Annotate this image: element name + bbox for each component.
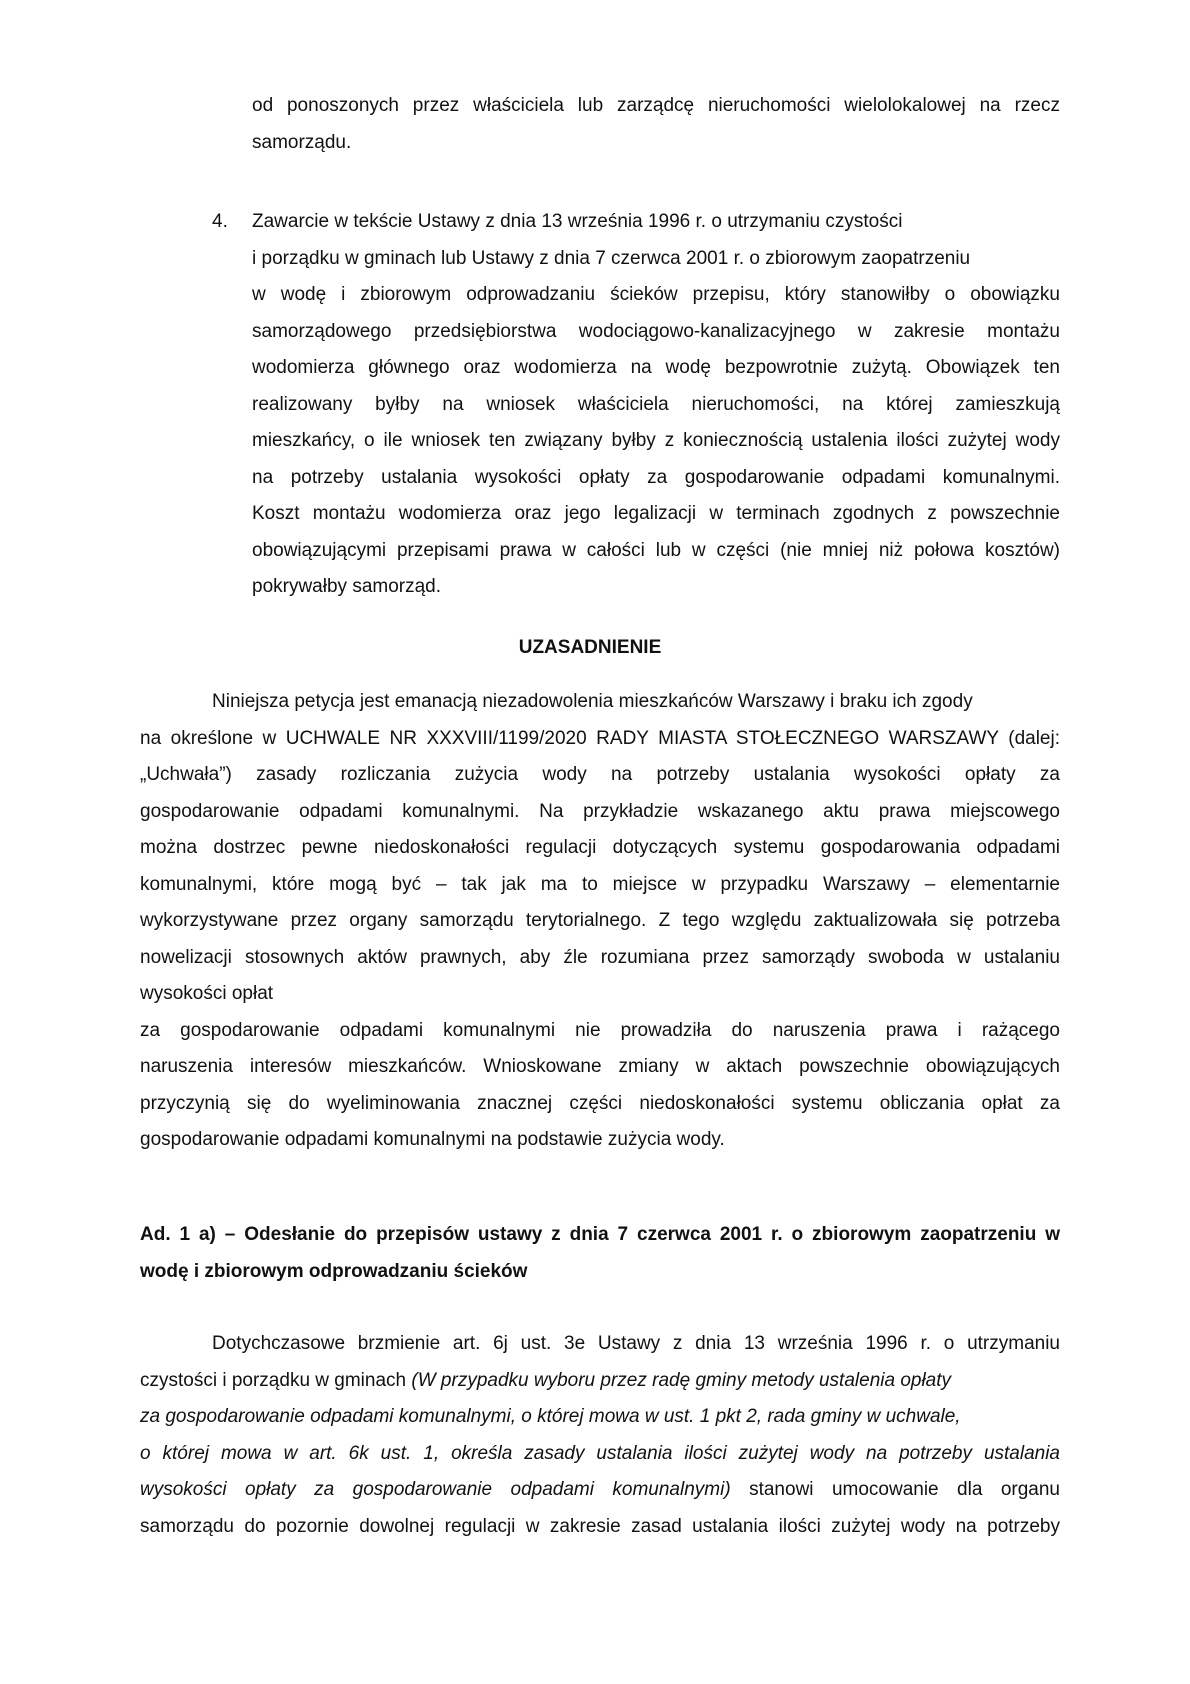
text-line: samorządu do pozornie dowolnej regulacji w zakresie zasad ustalania ilości zużytej wody na potrzeby: [140, 1515, 1060, 1537]
text-line: na określone w UCHWALE NR XXXVIII/1199/2020 RADY MIASTA STOŁECZNEGO WARSZAWY (dalej:: [140, 727, 1060, 749]
list-number: 4.: [212, 211, 228, 232]
ad-1a-paragraph: [140, 1326, 1060, 1545]
text-line: realizowany byłby na wniosek właściciela nieruchomości, na której zamieszkują: [252, 393, 1060, 415]
text-line: samorządowego przedsiębiorstwa wodociągowo-kanalizacyjnego w zakresie montażu: [252, 320, 1060, 342]
text-line: przyczynią się do wyeliminowania znacznej części niedoskonałości systemu obliczania opłat za: [140, 1092, 1060, 1114]
justification-paragraph: [140, 684, 1060, 1159]
text-line: i porządku w gminach lub Ustawy z dnia 7 czerwca 2001 r. o zbiorowym zaopatrzeniu: [252, 247, 971, 269]
quoted-text-segment: wysokości opłaty za gospodarowanie odpadami komunalnymi): [140, 1479, 731, 1500]
text-line: „Uchwała”) zasady rozliczania zużycia wody na potrzeby ustalania wysokości opłaty za: [140, 764, 1060, 785]
text-line: mieszkańcy, o ile wniosek ten związany byłby z koniecznością ustalenia ilości zużytej wody: [252, 430, 1060, 451]
text-line: można dostrzec pewne niedoskonałości regulacji dotyczących systemu gospodarowania odpadami: [140, 837, 1060, 858]
text-line: gospodarowanie odpadami komunalnymi. Na przykładzie wskazanego aktu prawa miejscowego: [140, 800, 1060, 822]
continued-paragraph: [252, 88, 1060, 161]
text-line: Zawarcie w tekście Ustawy z dnia 13 września 1996 r. o utrzymaniu czystości: [252, 211, 903, 232]
text-line: od ponoszonych przez właściciela lub zarządcę nieruchomości wielolokalowej na rzecz: [252, 95, 1060, 116]
text-line: [140, 1472, 1060, 1509]
heading-line: wodę i zbiorowym odprowadzaniu ścieków: [140, 1260, 528, 1282]
text-line: za gospodarowanie odpadami komunalnymi nie prowadziła do naruszenia prawa i rażącego: [140, 1019, 1060, 1041]
text-line: wodomierza głównego oraz wodomierza na wodę bezpowrotnie zużytą. Obowiązek ten: [252, 357, 1060, 378]
text-line: komunalnymi, które mogą być – tak jak ma to miejsce w przypadku Warszawy – elementarnie: [140, 873, 1060, 895]
section-heading-uzasadnienie: UZASADNIENIE: [518, 637, 662, 658]
text-line: samorządu.: [252, 131, 352, 153]
text-line: wysokości opłat: [140, 983, 274, 1004]
text-line: nowelizacji stosownych aktów prawnych, aby źle rozumiana przez samorządy swoboda w ustalaniu: [140, 946, 1060, 968]
text-segment: czystości i porządku w gminach: [140, 1369, 412, 1391]
text-line: Dotychczasowe brzmienie art. 6j ust. 3e Ustawy z dnia 13 września 1996 r. o utrzymaniu: [212, 1333, 1060, 1354]
text-line: gospodarowanie odpadami komunalnymi na podstawie zużycia wody.: [140, 1129, 725, 1150]
quoted-text-segment: (W przypadku wyboru przez radę gminy metody ustalenia opłaty: [411, 1369, 952, 1391]
list-item-text: [252, 204, 1060, 606]
text-line: obowiązującymi przepisami prawa w całości lub w części (nie mniej niż połowa kosztów): [252, 539, 1060, 561]
text-line: naruszenia interesów mieszkańców. Wnioskowane zmiany w aktach powszechnie obowiązujących: [140, 1056, 1060, 1077]
text-line: Niniejsza petycja jest emanacją niezadowolenia mieszkańców Warszawy i braku ich zgody: [212, 691, 973, 712]
text-segment: stanowi umocowanie dla organu: [730, 1479, 1060, 1500]
text-line: pokrywałby samorząd.: [252, 576, 442, 597]
text-line: wykorzystywane przez organy samorządu terytorialnego. Z tego względu zaktualizowała się potrzeba: [140, 910, 1060, 931]
heading-line: Ad. 1 a) – Odesłanie do przepisów ustawy z dnia 7 czerwca 2001 r. o zbiorowym zaopatrzeniu w: [140, 1224, 1060, 1245]
text-line: [140, 1363, 1060, 1400]
text-line: na potrzeby ustalania wysokości opłaty za gospodarowanie odpadami komunalnymi.: [252, 466, 1060, 488]
text-line: w wodę i zbiorowym odprowadzaniu ścieków przepisu, który stanowiłby o obowiązku: [252, 284, 1060, 305]
quoted-text-line: o której mowa w art. 6k ust. 1, określa zasady ustalania ilości zużytej wody na potrzeby ustalania: [140, 1442, 1060, 1464]
section-heading-ad-1a: [140, 1217, 1060, 1290]
list-item-4: [212, 204, 1060, 606]
quoted-text-line: za gospodarowanie odpadami komunalnymi, o której mowa w ust. 1 pkt 2, rada gminy w uchwale,: [140, 1406, 961, 1427]
text-line: Koszt montażu wodomierza oraz jego legalizacji w terminach zgodnych z powszechnie: [252, 503, 1060, 524]
